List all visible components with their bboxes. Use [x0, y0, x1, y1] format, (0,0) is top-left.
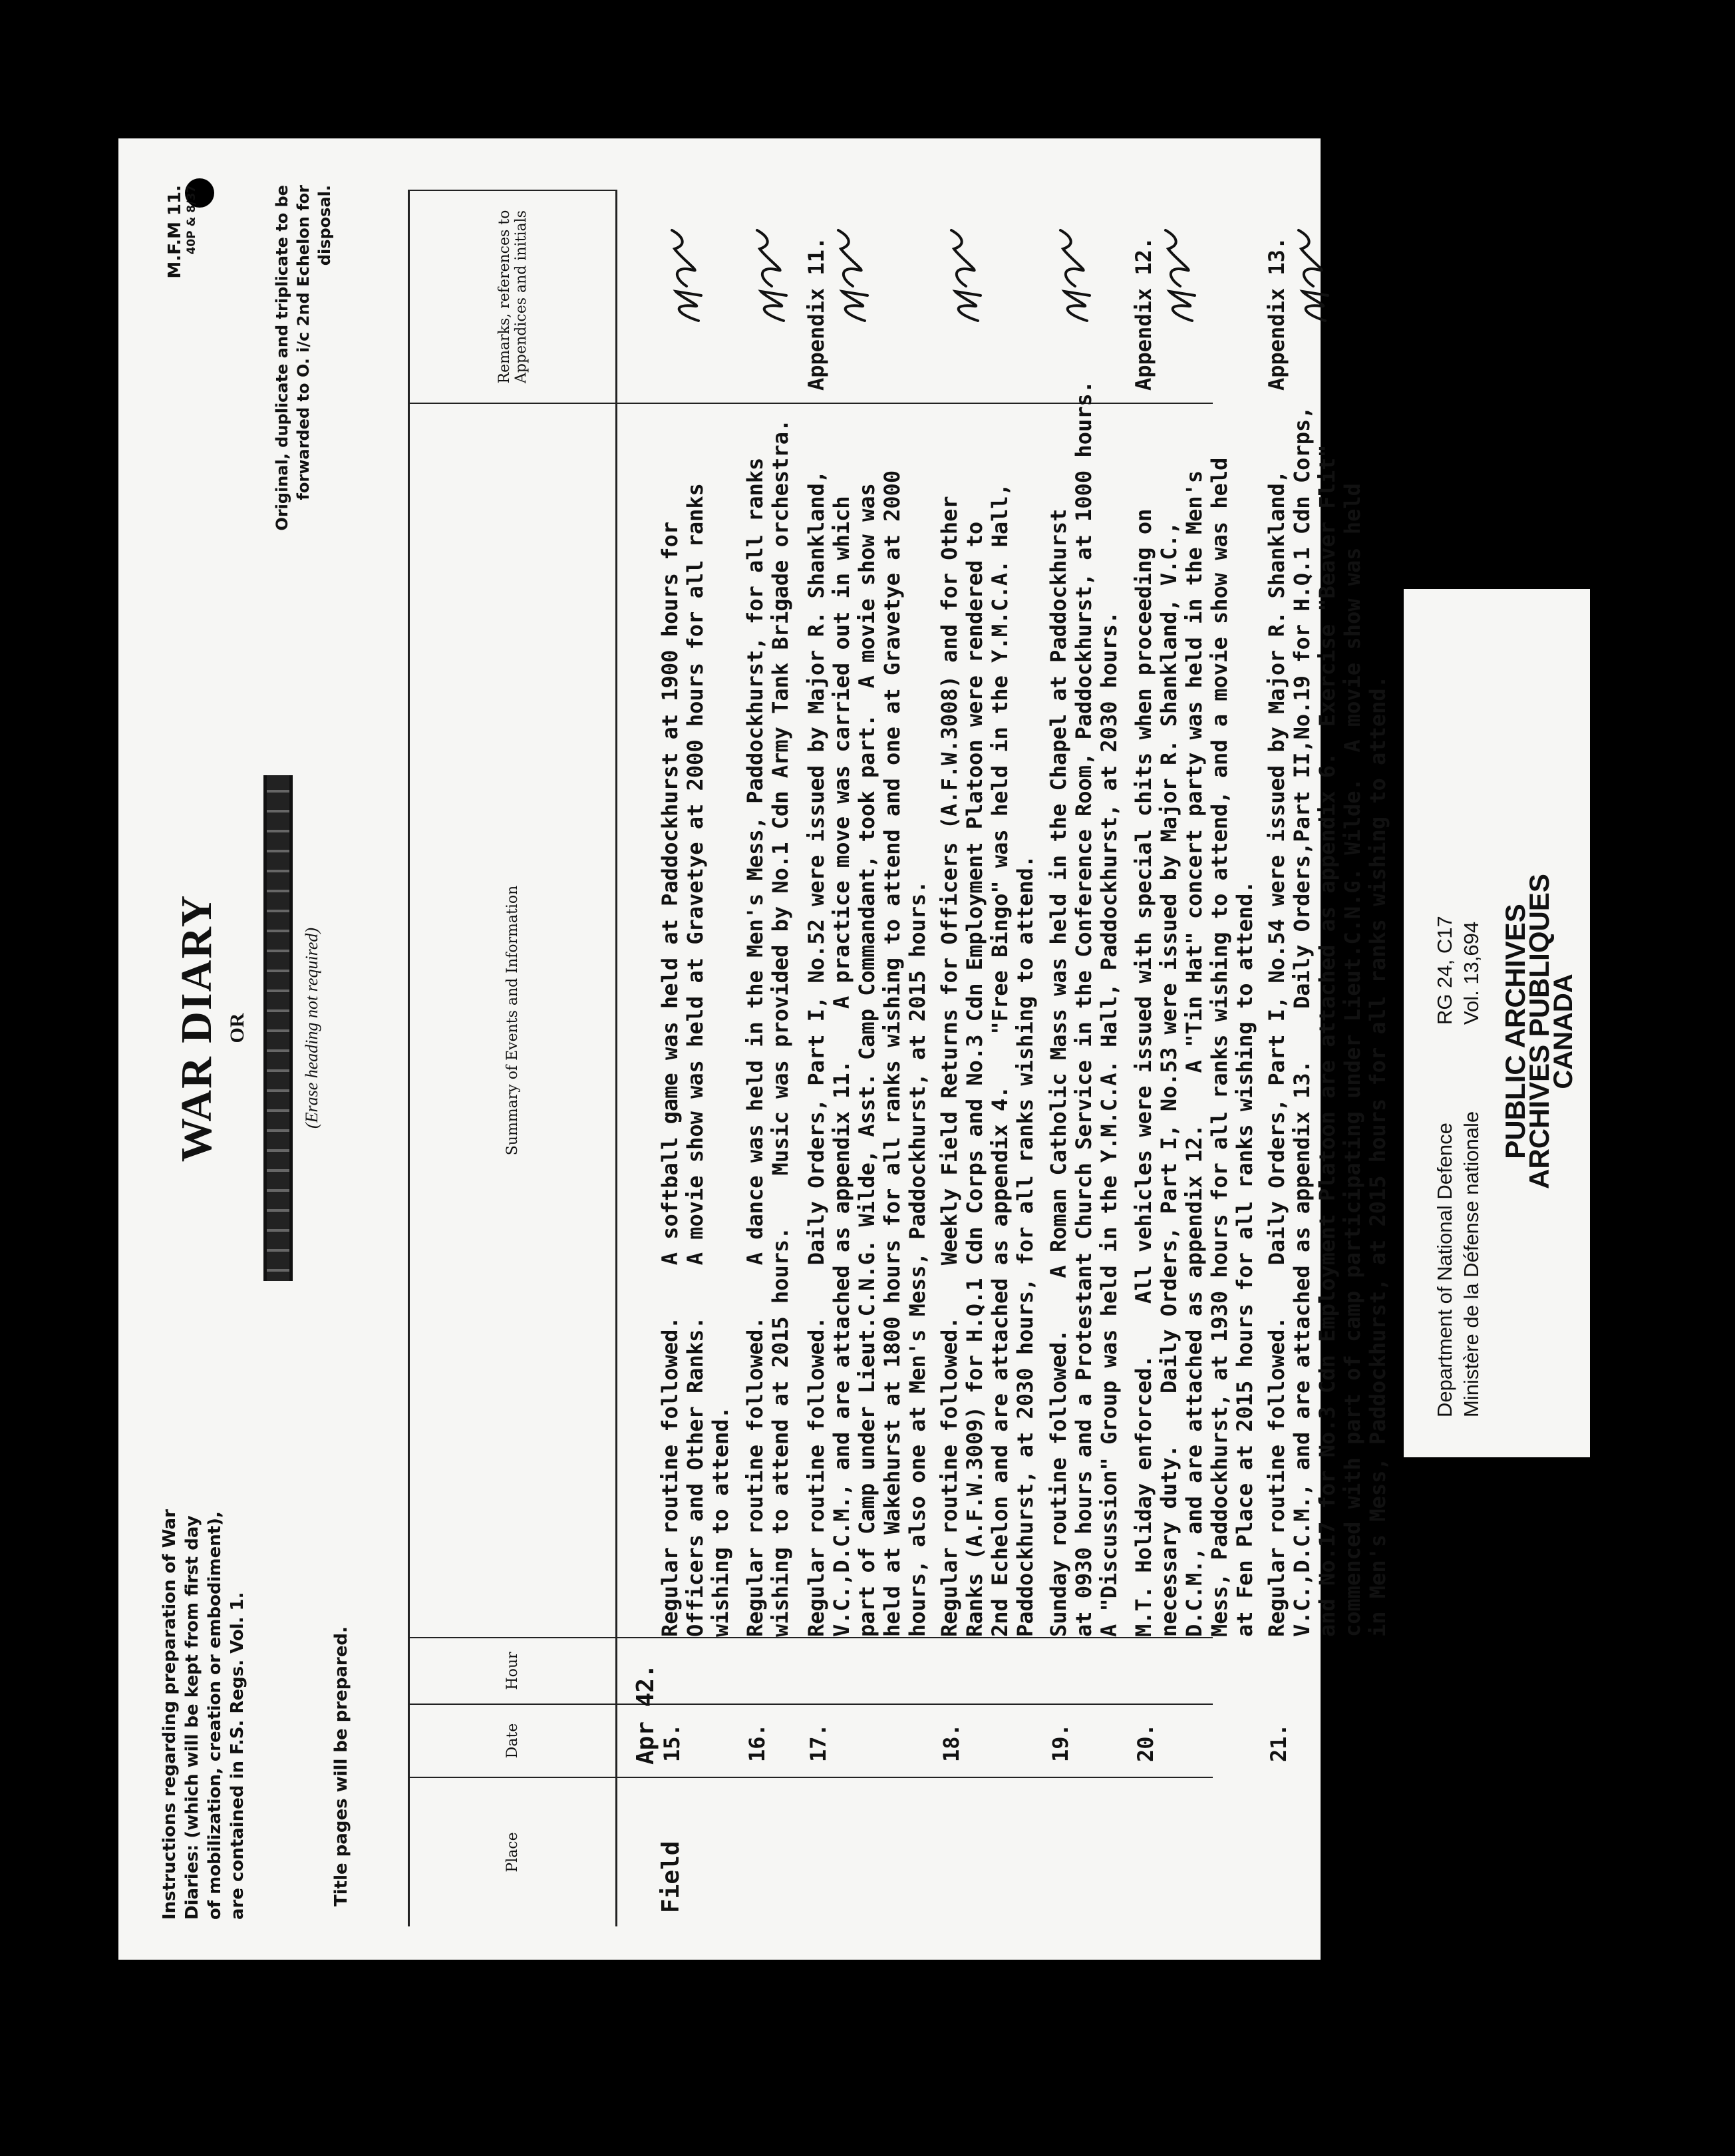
date-column: [617, 1664, 1291, 1777]
summary-line: V.C.,D.C.M., and are attached as appendix 11. A practice move was carried out in which: [829, 496, 854, 1637]
volume-number: Vol. 13,694: [1460, 921, 1483, 1025]
page-title: WAR DIARY: [172, 894, 221, 1163]
summary-line: Sunday routine followed. A Roman Catholic Mass was held in the Chapel at Paddockhurst: [1046, 508, 1071, 1637]
entry-remark: [1131, 190, 1264, 403]
summary-line: and No.17 for No.3 Cdn Employment Platoon are attached as appendix 6. Exercise "Beaver Flit": [1315, 445, 1340, 1637]
column-header-remarks: Remarks, references to Appendices and initials: [410, 190, 617, 403]
archives-reference-card: [1404, 589, 1590, 1457]
logo-line-2: ARCHIVES PUBLIQUES: [1523, 874, 1555, 1189]
entry-summary: [657, 404, 742, 1637]
entry-summary: [742, 404, 804, 1637]
summary-line: A "Discussion" Group was held in the Y.M.C.A. Hall, Paddockhurst, at 2030 hours.: [1096, 611, 1122, 1637]
diary-table: [408, 190, 1390, 1926]
agency-name-en: Department of National Defence: [1433, 1123, 1456, 1417]
entry-remark: [1046, 190, 1131, 403]
entry-date: 17.: [806, 1723, 831, 1762]
heading-or: OR: [226, 1013, 248, 1043]
entry-remark: [657, 190, 742, 403]
logo-line-1: PUBLIC ARCHIVES: [1499, 904, 1531, 1159]
summary-line: necessary duty. Daily Orders, Part I, No.53 were issued by Major R. Shankland, V.C.,: [1156, 521, 1182, 1637]
summary-line: at 0930 hours and a Protestant Church Service in the Conference Room, Paddockhurst, at 1000 hours.: [1071, 380, 1096, 1637]
summary-line: held at Wakehurst at 1800 hours for all ranks wishing to attend and one at Gravetye at 2000: [879, 470, 905, 1637]
entry-date: 16.: [744, 1723, 770, 1762]
summary-line: D.C.M., and are attached as appendix 12. A "Tin Hat" concert party was held in the Men's: [1182, 470, 1207, 1637]
entry-summary: [1046, 380, 1131, 1637]
appendix-reference: Appendix 13.: [1264, 236, 1289, 391]
entry-remark: [1264, 190, 1404, 403]
appendix-reference: Appendix 11.: [804, 236, 829, 391]
appendix-reference: Appendix 12.: [1131, 236, 1156, 391]
entry-remark: [742, 190, 804, 403]
entry-remark: [937, 190, 1046, 403]
entry-summary: [1131, 404, 1264, 1637]
entry-date: 18.: [939, 1723, 964, 1762]
heading-block: [172, 602, 322, 1454]
remarks-column: [617, 190, 1289, 403]
summary-line: Ranks (A.F.W.3009) for H.Q.1 Cdn Corps and No.3 Cdn Employment Platoon were rendered to: [962, 521, 987, 1637]
summary-line: wishing to attend at 2015 hours. Music was provided by No.1 Cdn Army Tank Brigade orchestra.: [768, 419, 793, 1637]
summary-line: in Men's Mess, Paddockhurst, at 2015 hours for all ranks wishing to attend.: [1365, 675, 1390, 1637]
logo-line-3: CANADA: [1549, 974, 1578, 1089]
public-archives-logo: [1499, 858, 1578, 1204]
form-id: M.F.M 11.: [165, 185, 185, 279]
summary-line: Regular routine followed. Daily Orders, Part I, No.54 were issued by Major R. Shankland,: [1264, 470, 1289, 1637]
column-header-summary: Summary of Events and Information: [410, 403, 617, 1637]
struck-out-heading: [263, 775, 293, 1281]
hour-column: [617, 1637, 1213, 1704]
entry-summary: [804, 404, 937, 1637]
summary-line: at Fen Place at 2015 hours for all ranks wishing to attend.: [1232, 880, 1257, 1637]
title-pages-note: Title pages will be prepared.: [331, 1626, 351, 1906]
war-diary-page: [118, 138, 1390, 1960]
entry-summary: [937, 404, 1046, 1637]
handwritten-initials: [660, 226, 713, 326]
summary-line: Regular routine followed. Weekly Field Returns for Officers (A.F.W.3008) and for Other: [937, 496, 962, 1637]
summary-line: Paddockhurst, at 2030 hours, for all ranks wishing to attend.: [1013, 854, 1038, 1637]
entry-date: 20.: [1133, 1723, 1158, 1762]
summary-line: Mess, Paddockhurst, at 1930 hours for all ranks wishing to attend, and a movie show was held: [1207, 457, 1232, 1637]
summary-line: 2nd Echelon and are attached as appendix 4. "Free Bingo" was held in the Y.M.C.A. Hall,: [987, 483, 1013, 1637]
entry-summary: [1264, 404, 1404, 1637]
month-label: Apr 42.: [632, 1664, 659, 1765]
summary-column: [617, 380, 1390, 1637]
summary-line: Regular routine followed. A softball game was held at Paddockhurst at 1900 hours for: [657, 521, 683, 1637]
form-notes: [165, 185, 335, 558]
summary-line: Regular routine followed. Daily Orders, Part I, No.52 were issued by Major R. Shankland,: [804, 470, 829, 1637]
handwritten-initials: [745, 226, 798, 326]
summary-line: wishing to attend.: [708, 1406, 733, 1637]
agency-name-fr: Ministère de la Défense nationale: [1460, 1111, 1483, 1417]
summary-line: commenced with part of camp participating under Lieut.C.N.G. Wilde. A movie show was held: [1340, 483, 1365, 1637]
handwritten-initials: [1048, 226, 1102, 326]
handwritten-initials: [939, 226, 993, 326]
summary-line: Regular routine followed. A dance was held in the Men's Mess, Paddockhurst, for all ranks: [742, 457, 768, 1637]
summary-line: hours, also one at Men's Mess, Paddockhurst, at 2015 hours.: [905, 880, 930, 1637]
handwritten-initials: [1154, 226, 1207, 326]
form-print-code: 40P & 8/37: [185, 185, 198, 255]
column-header-date: Date: [410, 1704, 617, 1777]
entry-date: 19.: [1048, 1723, 1073, 1762]
entry-date: 21.: [1266, 1723, 1291, 1762]
erase-heading-note: (Erase heading not required): [302, 927, 321, 1129]
place-value: Field: [657, 1841, 685, 1913]
summary-line: V.C.,D.C.M., and are attached as appendix 13. Daily Orders,Part II,No.19 for H.Q.1 Cdn Corps,: [1289, 406, 1315, 1637]
place-column: [617, 1777, 1213, 1926]
handwritten-initials: [826, 226, 879, 326]
agency-name: [1432, 1045, 1485, 1417]
instructions-note: Instructions regarding preparation of War Diaries: (which will be kept from first day of mobilization, creation or embodiment), are contained in F.S. Regs. Vol. 1.: [160, 1509, 247, 1920]
summary-line: part of Camp under Lieut.C.N.G. Wilde, Asst. Camp Commandant, took part. A movie show was: [854, 483, 879, 1637]
entry-date: 15.: [659, 1723, 685, 1762]
archive-reference: [1432, 852, 1485, 1025]
entry-remark: [804, 190, 937, 403]
column-header-place: Place: [410, 1777, 617, 1926]
copies-note: Original, duplicate and triplicate to be forwarded to O. i/c 2nd Echelon for disposal.: [273, 185, 334, 531]
column-header-hour: Hour: [410, 1637, 617, 1704]
handwritten-initials: [1287, 226, 1340, 326]
record-group: RG 24, C17: [1433, 916, 1456, 1025]
summary-line: M.T. Holiday enforced. All vehicles were issued with special chits when proceeding on: [1131, 508, 1156, 1637]
summary-line: Officers and Other Ranks. A movie show was held at Gravetye at 2000 hours for all ranks: [683, 483, 708, 1637]
